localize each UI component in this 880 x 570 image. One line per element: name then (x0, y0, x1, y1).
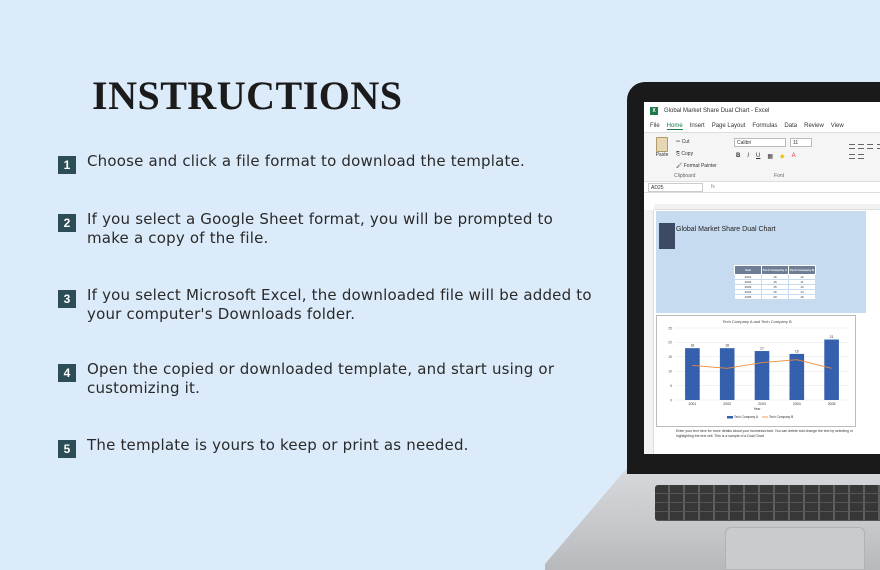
copy-label: Copy (681, 151, 694, 157)
font-group-label: Font (774, 173, 785, 179)
bar-data-label: 16 (794, 349, 799, 354)
table-cell[interactable]: 2001 (735, 275, 762, 280)
clipboard-group-label: Clipboard (674, 173, 696, 179)
name-box[interactable]: AD25 (648, 183, 703, 192)
x-axis-label: Year (753, 407, 761, 411)
row-numbers (644, 210, 654, 454)
instruction-step (58, 210, 598, 248)
table-cell[interactable]: 20 (762, 295, 789, 300)
window-title: Global Market Share Dual Chart - Excel (664, 108, 770, 114)
step-number-badge: 3 (58, 290, 76, 308)
format-painter-button[interactable]: 🖌 Format Painter (676, 163, 717, 169)
bar-data-label: 18 (690, 343, 695, 348)
menu-home[interactable]: Home (666, 122, 683, 129)
excel-menu-bar (644, 120, 880, 132)
table-cell[interactable]: 16 (762, 280, 789, 285)
italic-button[interactable]: I (747, 153, 750, 159)
cut-button[interactable]: ✂ Cut (676, 139, 690, 145)
step-text: Open the copied or downloaded template, and start using or customizing it. (87, 360, 555, 397)
cut-label: Cut (681, 139, 690, 145)
align-bottom-icon[interactable] (867, 144, 873, 149)
excel-title-bar (644, 102, 880, 120)
borders-icon[interactable]: ▦ (767, 154, 774, 160)
excel-ribbon (644, 132, 880, 182)
laptop-screen (644, 102, 880, 454)
step-number-badge: 1 (58, 156, 76, 174)
clipboard-actions (676, 136, 717, 172)
menu-page-layout[interactable]: Page Layout (711, 123, 746, 129)
step-text: If you select a Google Sheet format, you will be prompted to make a copy of the file. (87, 210, 553, 247)
formula-bar (644, 182, 880, 193)
legend-label: Tech Company A (734, 415, 759, 419)
copy-button[interactable]: ⎘ Copy (676, 151, 694, 157)
legend-swatch-bar (727, 416, 733, 419)
keyboard-rows (655, 485, 880, 521)
y-tick-label: 20 (668, 340, 672, 345)
menu-file[interactable]: File (650, 123, 660, 129)
title-accent-block (659, 223, 675, 249)
table-header: Tech Company A (762, 266, 789, 275)
chart-svg (657, 316, 857, 428)
table-row (735, 295, 816, 300)
step-number-badge: 4 (58, 364, 76, 382)
table-cell[interactable]: 16 (762, 290, 789, 295)
x-tick-label: 2002 (723, 402, 732, 406)
format-painter-label: Format Painter (683, 163, 717, 169)
table-cell[interactable]: 12 (789, 275, 816, 280)
alignment-icons (849, 141, 880, 161)
legend-label: Tech Company B (769, 415, 794, 419)
header-panel (656, 211, 866, 313)
instruction-step (58, 360, 598, 398)
clipboard-icon (656, 137, 668, 152)
fx-icon: fx (711, 184, 715, 190)
table-header: Year (735, 266, 762, 275)
excel-logo-icon: X (650, 107, 658, 115)
table-row (735, 275, 816, 280)
underline-button[interactable]: U (756, 153, 761, 159)
column-headers (654, 204, 880, 210)
step-text: The template is yours to keep or print as needed. (87, 436, 469, 454)
instruction-step (58, 286, 598, 324)
paste-button[interactable] (654, 137, 670, 158)
fill-color-icon[interactable]: ◆ (780, 154, 785, 160)
table-cell[interactable]: 14 (789, 290, 816, 295)
bar-data-label: 17 (760, 346, 764, 351)
table-header: Tech Company B (789, 266, 816, 275)
chart-bar (720, 348, 735, 400)
chart-bar (824, 340, 839, 400)
y-tick-label: 0 (670, 398, 672, 403)
x-tick-label: 2003 (758, 402, 766, 406)
bold-button[interactable]: B (736, 153, 741, 159)
table-cell[interactable]: 2002 (735, 280, 762, 285)
paste-label: Paste (655, 152, 669, 158)
y-tick-label: 5 (670, 383, 672, 388)
y-tick-label: 15 (668, 355, 672, 360)
chart-bar (755, 351, 770, 400)
menu-data[interactable]: Data (784, 123, 798, 129)
chart-title: Tech Company A and Tech Company B (722, 319, 792, 324)
align-top-icon[interactable] (849, 144, 855, 149)
chart-bar (685, 348, 700, 400)
y-tick-label: 25 (668, 326, 672, 331)
table-cell[interactable]: 2003 (735, 285, 762, 290)
table-cell[interactable]: 13 (789, 285, 816, 290)
laptop-trackpad (725, 527, 865, 570)
align-middle-icon[interactable] (858, 144, 864, 149)
table-cell[interactable]: 16 (762, 275, 789, 280)
menu-review[interactable]: Review (804, 123, 824, 129)
menu-insert[interactable]: Insert (689, 123, 705, 129)
step-number-badge: 2 (58, 214, 76, 232)
table-row (735, 290, 816, 295)
step-text: Choose and click a file format to download the template. (87, 152, 525, 170)
x-tick-label: 2005 (827, 402, 836, 406)
x-tick-label: 2001 (688, 402, 697, 406)
sheet-note: Enter your text here for more details about your business/chart. You can delete and change the text by selecting or highlighting the text cell. This is a sample of a Dual Chart (676, 429, 854, 438)
table-cell[interactable]: 2005 (735, 295, 762, 300)
menu-formulas[interactable]: Formulas (752, 123, 778, 129)
table-row (735, 285, 816, 290)
step-number-badge: 5 (58, 440, 76, 458)
step-text: If you select Microsoft Excel, the downloaded file will be added to your computer's Downloads folder. (87, 286, 592, 323)
table-cell[interactable]: 16 (789, 295, 816, 300)
table-row (735, 280, 816, 285)
x-tick-label: 2004 (792, 402, 801, 406)
table-cell[interactable]: 11 (789, 280, 816, 285)
dual-chart[interactable] (656, 315, 856, 427)
sheet-title: Global Market Share Dual Chart (676, 226, 776, 233)
font-format-row (736, 153, 796, 160)
page-title: INSTRUCTIONS (92, 73, 403, 118)
y-tick-label: 10 (668, 369, 672, 374)
font-size-select[interactable]: 11 (790, 138, 812, 147)
font-color-icon[interactable]: A (791, 153, 796, 159)
font-name-select[interactable]: Calibri (734, 138, 786, 147)
table-cell[interactable]: 15 (762, 285, 789, 290)
align-right-icon[interactable] (858, 154, 864, 159)
spreadsheet-grid (644, 204, 880, 454)
table-cell[interactable]: 2004 (735, 290, 762, 295)
bar-data-label: 21 (829, 335, 834, 340)
sheet-content (656, 211, 866, 452)
bar-data-label: 18 (725, 343, 730, 348)
menu-view[interactable]: View (830, 123, 844, 129)
instruction-step (58, 152, 598, 174)
align-center-icon[interactable] (849, 154, 855, 159)
data-table (734, 265, 816, 300)
instruction-step (58, 436, 598, 458)
